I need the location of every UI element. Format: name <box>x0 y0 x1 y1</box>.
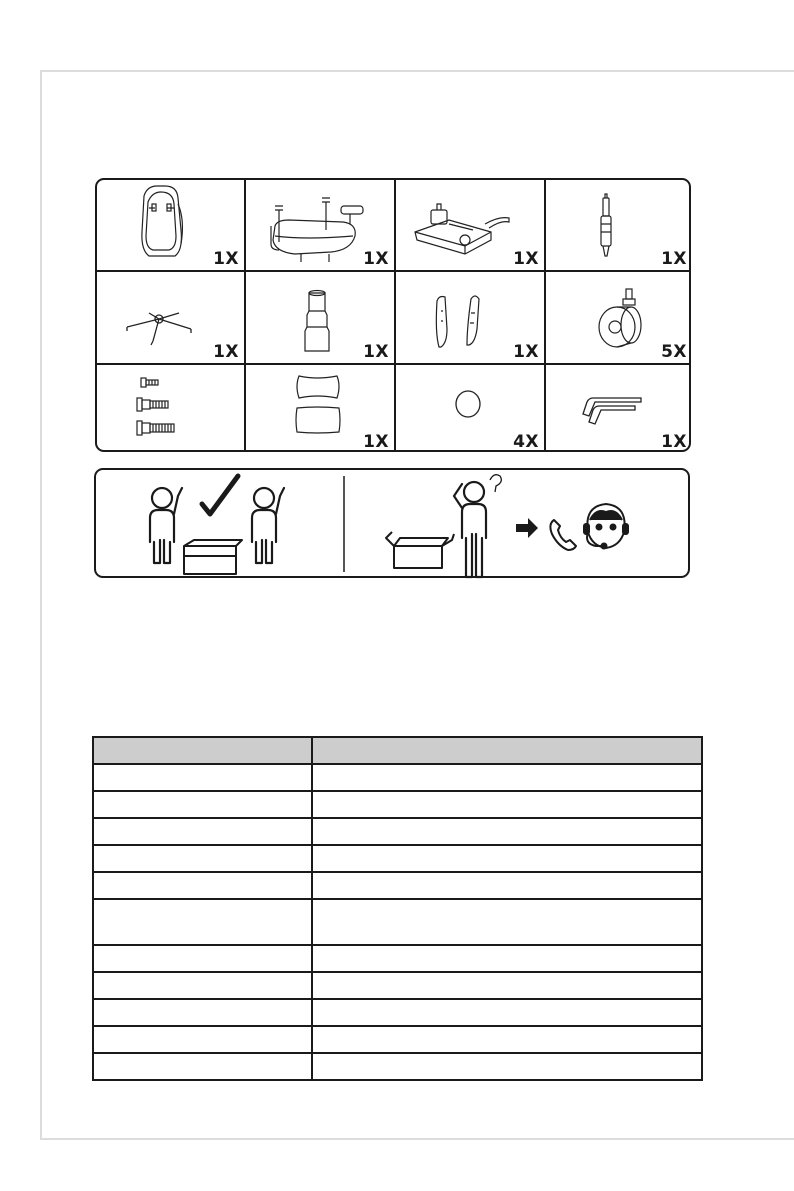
part-quantity: 1X <box>363 342 389 362</box>
table-cell <box>312 945 702 972</box>
part-quantity: 1X <box>661 432 687 452</box>
table-cell <box>93 1053 312 1080</box>
part-quantity: 1X <box>363 249 389 269</box>
table-cell <box>312 899 702 945</box>
open-box-icon <box>184 540 242 574</box>
arrow-right-icon <box>516 518 538 538</box>
part-cell-caps <box>395 364 545 452</box>
table-cell <box>312 872 702 899</box>
part-cell-casters <box>545 271 691 364</box>
part-quantity: 4X <box>513 432 539 452</box>
part-cell-allen-keys <box>545 364 691 452</box>
page-border-top <box>40 70 794 72</box>
person-waving-icon <box>252 488 284 563</box>
part-quantity: 1X <box>661 249 687 269</box>
inspection-illustration <box>96 470 692 580</box>
part-cell-base <box>97 271 245 364</box>
confused-person-icon <box>454 482 486 577</box>
table-cell <box>312 972 702 999</box>
table-cell <box>312 845 702 872</box>
table-cell <box>312 1026 702 1053</box>
screws-icon <box>97 364 245 452</box>
part-quantity: 5X <box>661 342 687 362</box>
table-cell <box>93 791 312 818</box>
part-cell-gas-lift-cover <box>245 271 395 364</box>
check-icon <box>202 476 238 514</box>
table-row <box>93 791 702 818</box>
part-cell-gas-lift <box>545 180 691 271</box>
person-waving-icon <box>150 488 182 563</box>
part-quantity: 1X <box>363 432 389 452</box>
part-quantity: 1X <box>513 249 539 269</box>
specification-table <box>92 736 703 1081</box>
part-cell-seat <box>245 180 395 271</box>
page-border-left <box>40 70 42 1140</box>
question-mark-icon <box>490 475 501 492</box>
table-cell <box>93 972 312 999</box>
table-cell <box>93 818 312 845</box>
part-cell-side-covers <box>395 271 545 364</box>
support-agent-icon <box>584 504 628 549</box>
table-row <box>93 818 702 845</box>
table-cell <box>93 872 312 899</box>
part-quantity: 1X <box>213 249 239 269</box>
inspection-panel <box>94 468 690 578</box>
open-box-icon <box>386 532 454 568</box>
table-row <box>93 972 702 999</box>
page-border-bottom <box>40 1138 794 1140</box>
table-header-cell <box>93 737 312 764</box>
table-cell <box>93 945 312 972</box>
part-quantity: 1X <box>213 342 239 362</box>
table-row <box>93 1026 702 1053</box>
table-row <box>93 872 702 899</box>
table-row <box>93 1053 702 1080</box>
table-cell <box>312 1053 702 1080</box>
table-row <box>93 945 702 972</box>
table-cell <box>93 999 312 1026</box>
table-cell <box>312 764 702 791</box>
table-cell <box>312 999 702 1026</box>
table-header-row <box>93 737 702 764</box>
table-row <box>93 899 702 945</box>
part-cell-pillows <box>245 364 395 452</box>
table-cell <box>93 899 312 945</box>
table-row <box>93 999 702 1026</box>
table-cell <box>312 818 702 845</box>
table-cell <box>93 1026 312 1053</box>
table-header-cell <box>312 737 702 764</box>
table-row <box>93 764 702 791</box>
part-cell-backrest <box>97 180 245 271</box>
part-cell-mechanism <box>395 180 545 271</box>
table-row <box>93 845 702 872</box>
parts-list-grid <box>95 178 691 452</box>
table-cell <box>93 764 312 791</box>
table-cell <box>93 845 312 872</box>
part-cell-screws <box>97 364 245 452</box>
phone-icon <box>550 520 576 550</box>
table-cell <box>312 791 702 818</box>
part-quantity: 1X <box>513 342 539 362</box>
